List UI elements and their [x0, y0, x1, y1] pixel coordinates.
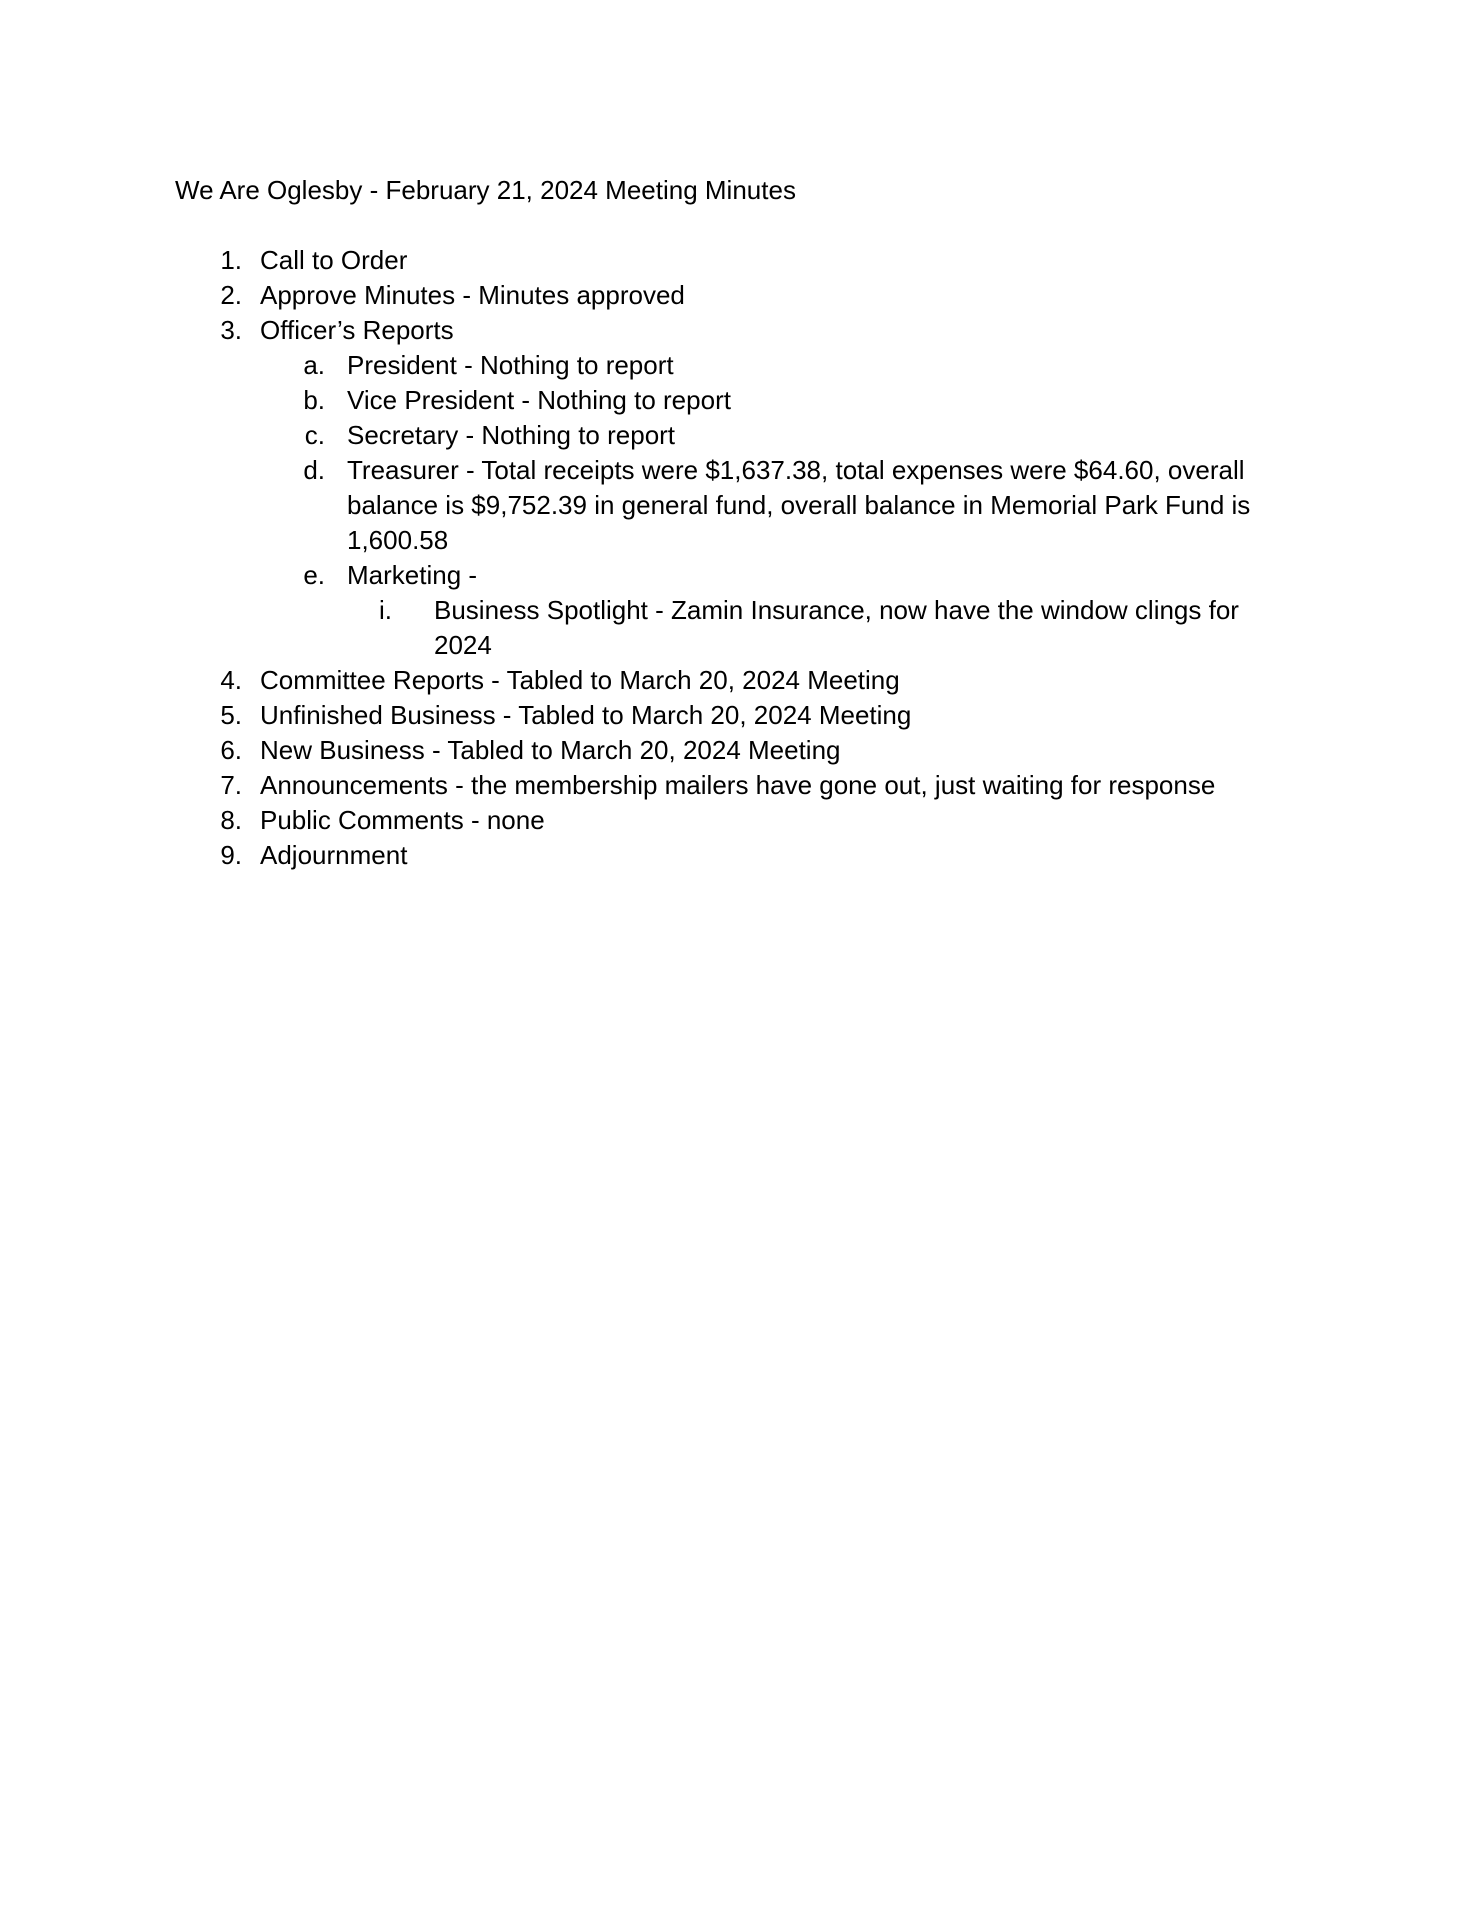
list-marker: 7. [220, 770, 242, 800]
sub-list-marker: d. [303, 455, 325, 485]
list-item-text: Adjournment [260, 840, 408, 870]
marketing-line-1: Business Spotlight - Zamin Insurance, now have the window clings for [434, 595, 1239, 625]
sub-list-item-text: Marketing - [347, 560, 478, 590]
list-marker: 6. [220, 735, 242, 765]
sub-list-marker: e. [303, 560, 325, 590]
list-item-text: Approve Minutes - Minutes approved [260, 280, 685, 310]
list-item-text: New Business - Tabled to March 20, 2024 Meeting [260, 735, 841, 765]
list-item-text: Committee Reports - Tabled to March 20, 2024 Meeting [260, 665, 900, 695]
sub-list-item-text: Secretary - Nothing to report [347, 420, 676, 450]
page-title: We Are Oglesby - February 21, 2024 Meeting Minutes [175, 175, 796, 205]
sub-sub-list-marker: i. [379, 595, 392, 625]
sub-list-marker: b. [303, 385, 325, 415]
list-marker: 3. [220, 315, 242, 345]
list-item-text: Officer’s Reports [260, 315, 454, 345]
list-marker: 5. [220, 700, 242, 730]
treasurer-line-1: Treasurer - Total receipts were $1,637.38, total expenses were $64.60, overall [347, 455, 1245, 485]
marketing-line-2: 2024 [434, 630, 492, 660]
treasurer-line-3: 1,600.58 [347, 525, 449, 555]
list-item-text: Unfinished Business - Tabled to March 20, 2024 Meeting [260, 700, 912, 730]
list-item-text: Call to Order [260, 245, 408, 275]
sub-list-marker: a. [303, 350, 325, 380]
list-marker: 2. [220, 280, 242, 310]
list-marker: 8. [220, 805, 242, 835]
list-item-text: Public Comments - none [260, 805, 545, 835]
sub-list-marker: c. [304, 420, 325, 450]
treasurer-line-2: balance is $9,752.39 in general fund, overall balance in Memorial Park Fund is [347, 490, 1251, 520]
list-item-text: Announcements - the membership mailers have gone out, just waiting for response [260, 770, 1216, 800]
list-marker: 9. [220, 840, 242, 870]
list-marker: 4. [220, 665, 242, 695]
sub-list-item-text: President - Nothing to report [347, 350, 674, 380]
list-marker: 1. [220, 245, 242, 275]
sub-list-item-text: Vice President - Nothing to report [347, 385, 731, 415]
